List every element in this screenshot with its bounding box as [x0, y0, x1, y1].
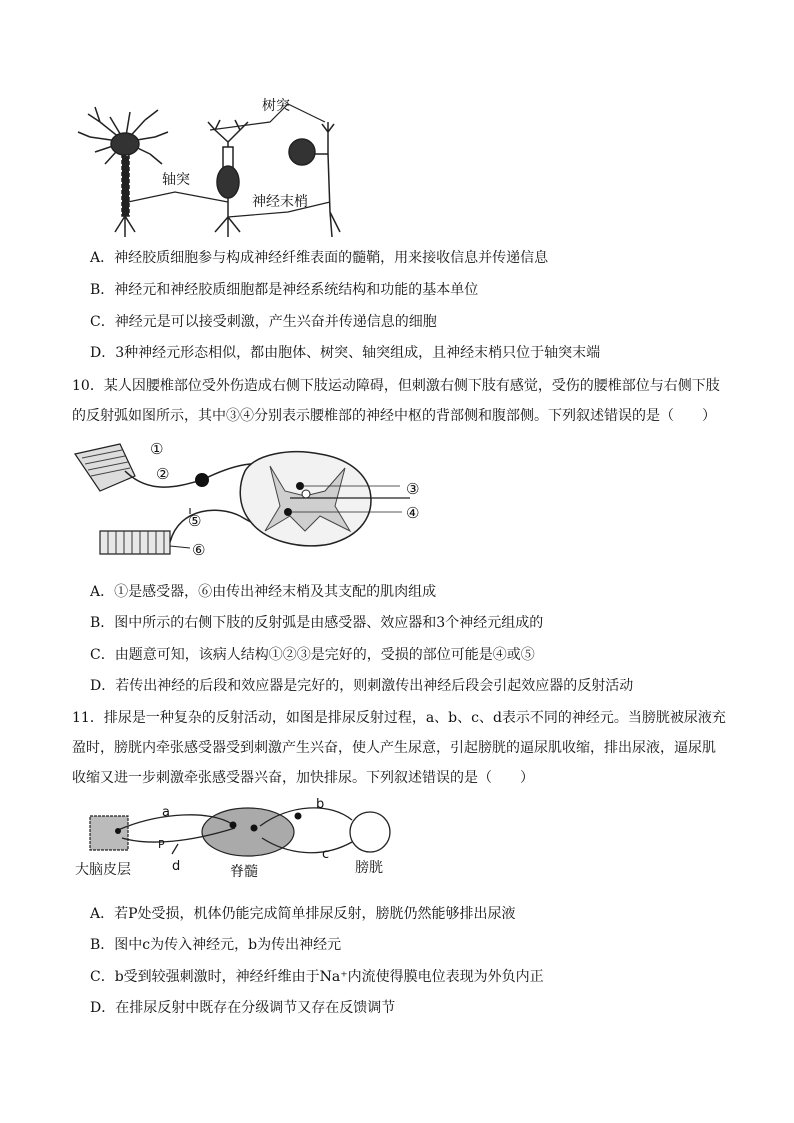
- fig2-label-3: ③: [406, 480, 420, 498]
- fig2-label-4: ④: [406, 504, 420, 522]
- fig3-label-d: d: [172, 859, 181, 874]
- urination-reflex-figure: [70, 798, 410, 888]
- fig3-label-a: a: [162, 805, 170, 820]
- q11-stem-line2: 盈时，膀胱内牵张感受器受到刺激产生兴奋，使人产生尿意，引起膀胱的逼尿肌收缩，排出尿液，逼尿肌: [72, 740, 716, 756]
- q11-option-c: C．b受到较强刺激时，神经纤维由于Na⁺内流使得膜电位表现为外负内正: [90, 969, 544, 985]
- fig3-label-b: b: [316, 798, 325, 812]
- ganglion: [195, 473, 209, 487]
- neuron-multipolar: [78, 107, 168, 237]
- fig3-label-bladder: 膀胱: [355, 860, 383, 876]
- q9-option-a: A．神经胶质细胞参与构成神经纤维表面的髓鞘，用来接收信息并传递信息: [90, 250, 549, 266]
- q10-option-a: A．①是感受器，⑥由传出神经末梢及其支配的肌肉组成: [90, 584, 437, 600]
- neuron-pseudounipolar: [289, 122, 340, 237]
- effector-muscle: [100, 531, 170, 554]
- q10-option-d: D．若传出神经的后段和效应器是完好的，则刺激传出神经后段会引起效应器的反射活动: [90, 678, 634, 694]
- fig2-label-5: ⑤: [188, 512, 202, 530]
- q11-option-d: D．在排尿反射中既存在分级调节又存在反馈调节: [90, 1000, 396, 1016]
- fig3-label-spinal: 脊髓: [230, 864, 258, 880]
- fig2-label-1: ①: [150, 440, 164, 458]
- q9-option-b: B．神经元和神经胶质细胞都是神经系统结构和功能的基本单位: [90, 282, 479, 298]
- bladder-circle: [350, 812, 390, 852]
- q10-option-b: B．图中所示的右侧下肢的反射弧是由感受器、效应器和3个神经元组成的: [90, 615, 544, 631]
- label-dendrite: 树突: [262, 98, 290, 114]
- neuron-bipolar: [208, 120, 248, 237]
- q10-option-c: C．由题意可知，该病人结构①②③是完好的，受损的部位可能是④或⑤: [90, 647, 535, 663]
- fig3-label-cortex: 大脑皮层: [75, 862, 131, 878]
- reflex-arc-figure: [70, 436, 440, 566]
- q11-stem-line3: 收缩又进一步刺激牵张感受器兴奋，加快排尿。下列叙述错误的是（ ）: [72, 770, 534, 786]
- q11-option-a: A．若P处受损，机体仍能完成简单排尿反射，膀胱仍然能够排出尿液: [90, 906, 516, 922]
- q9-option-d: D．3种神经元形态相似，都由胞体、树突、轴突组成，且神经末梢只位于轴突末端: [90, 345, 601, 361]
- neuron-types-figure: [70, 92, 370, 242]
- label-nerve-terminal: 神经末梢: [252, 194, 308, 210]
- spinal-cord: [240, 452, 371, 546]
- q9-option-c: C．神经元是可以接受刺激，产生兴奋并传递信息的细胞: [90, 314, 437, 330]
- fig3-label-c: c: [322, 847, 330, 862]
- fig2-label-2: ②: [156, 465, 170, 483]
- q11-option-b: B．图中c为传入神经元，b为传出神经元: [90, 937, 342, 953]
- receptor-skin: [75, 444, 135, 491]
- label-axon: 轴突: [162, 172, 190, 188]
- cerebral-cortex-box: [90, 816, 128, 850]
- fig2-label-6: ⑥: [192, 541, 206, 559]
- q11-stem-line1: 11．排尿是一种复杂的反射活动，如图是排尿反射过程，a、b、c、d表示不同的神经元。当膀胱被尿液充: [72, 710, 726, 726]
- q10-stem-line1: 10．某人因腰椎部位受外伤造成右侧下肢运动障碍，但刺激右侧下肢有感觉，受伤的腰椎部位与右侧下肢: [72, 378, 720, 394]
- q10-stem-line2: 的反射弧如图所示，其中③④分别表示腰椎部的神经中枢的背部侧和腹部侧。下列叙述错误的是（ ）: [72, 408, 716, 424]
- fig3-label-p: P: [158, 838, 165, 851]
